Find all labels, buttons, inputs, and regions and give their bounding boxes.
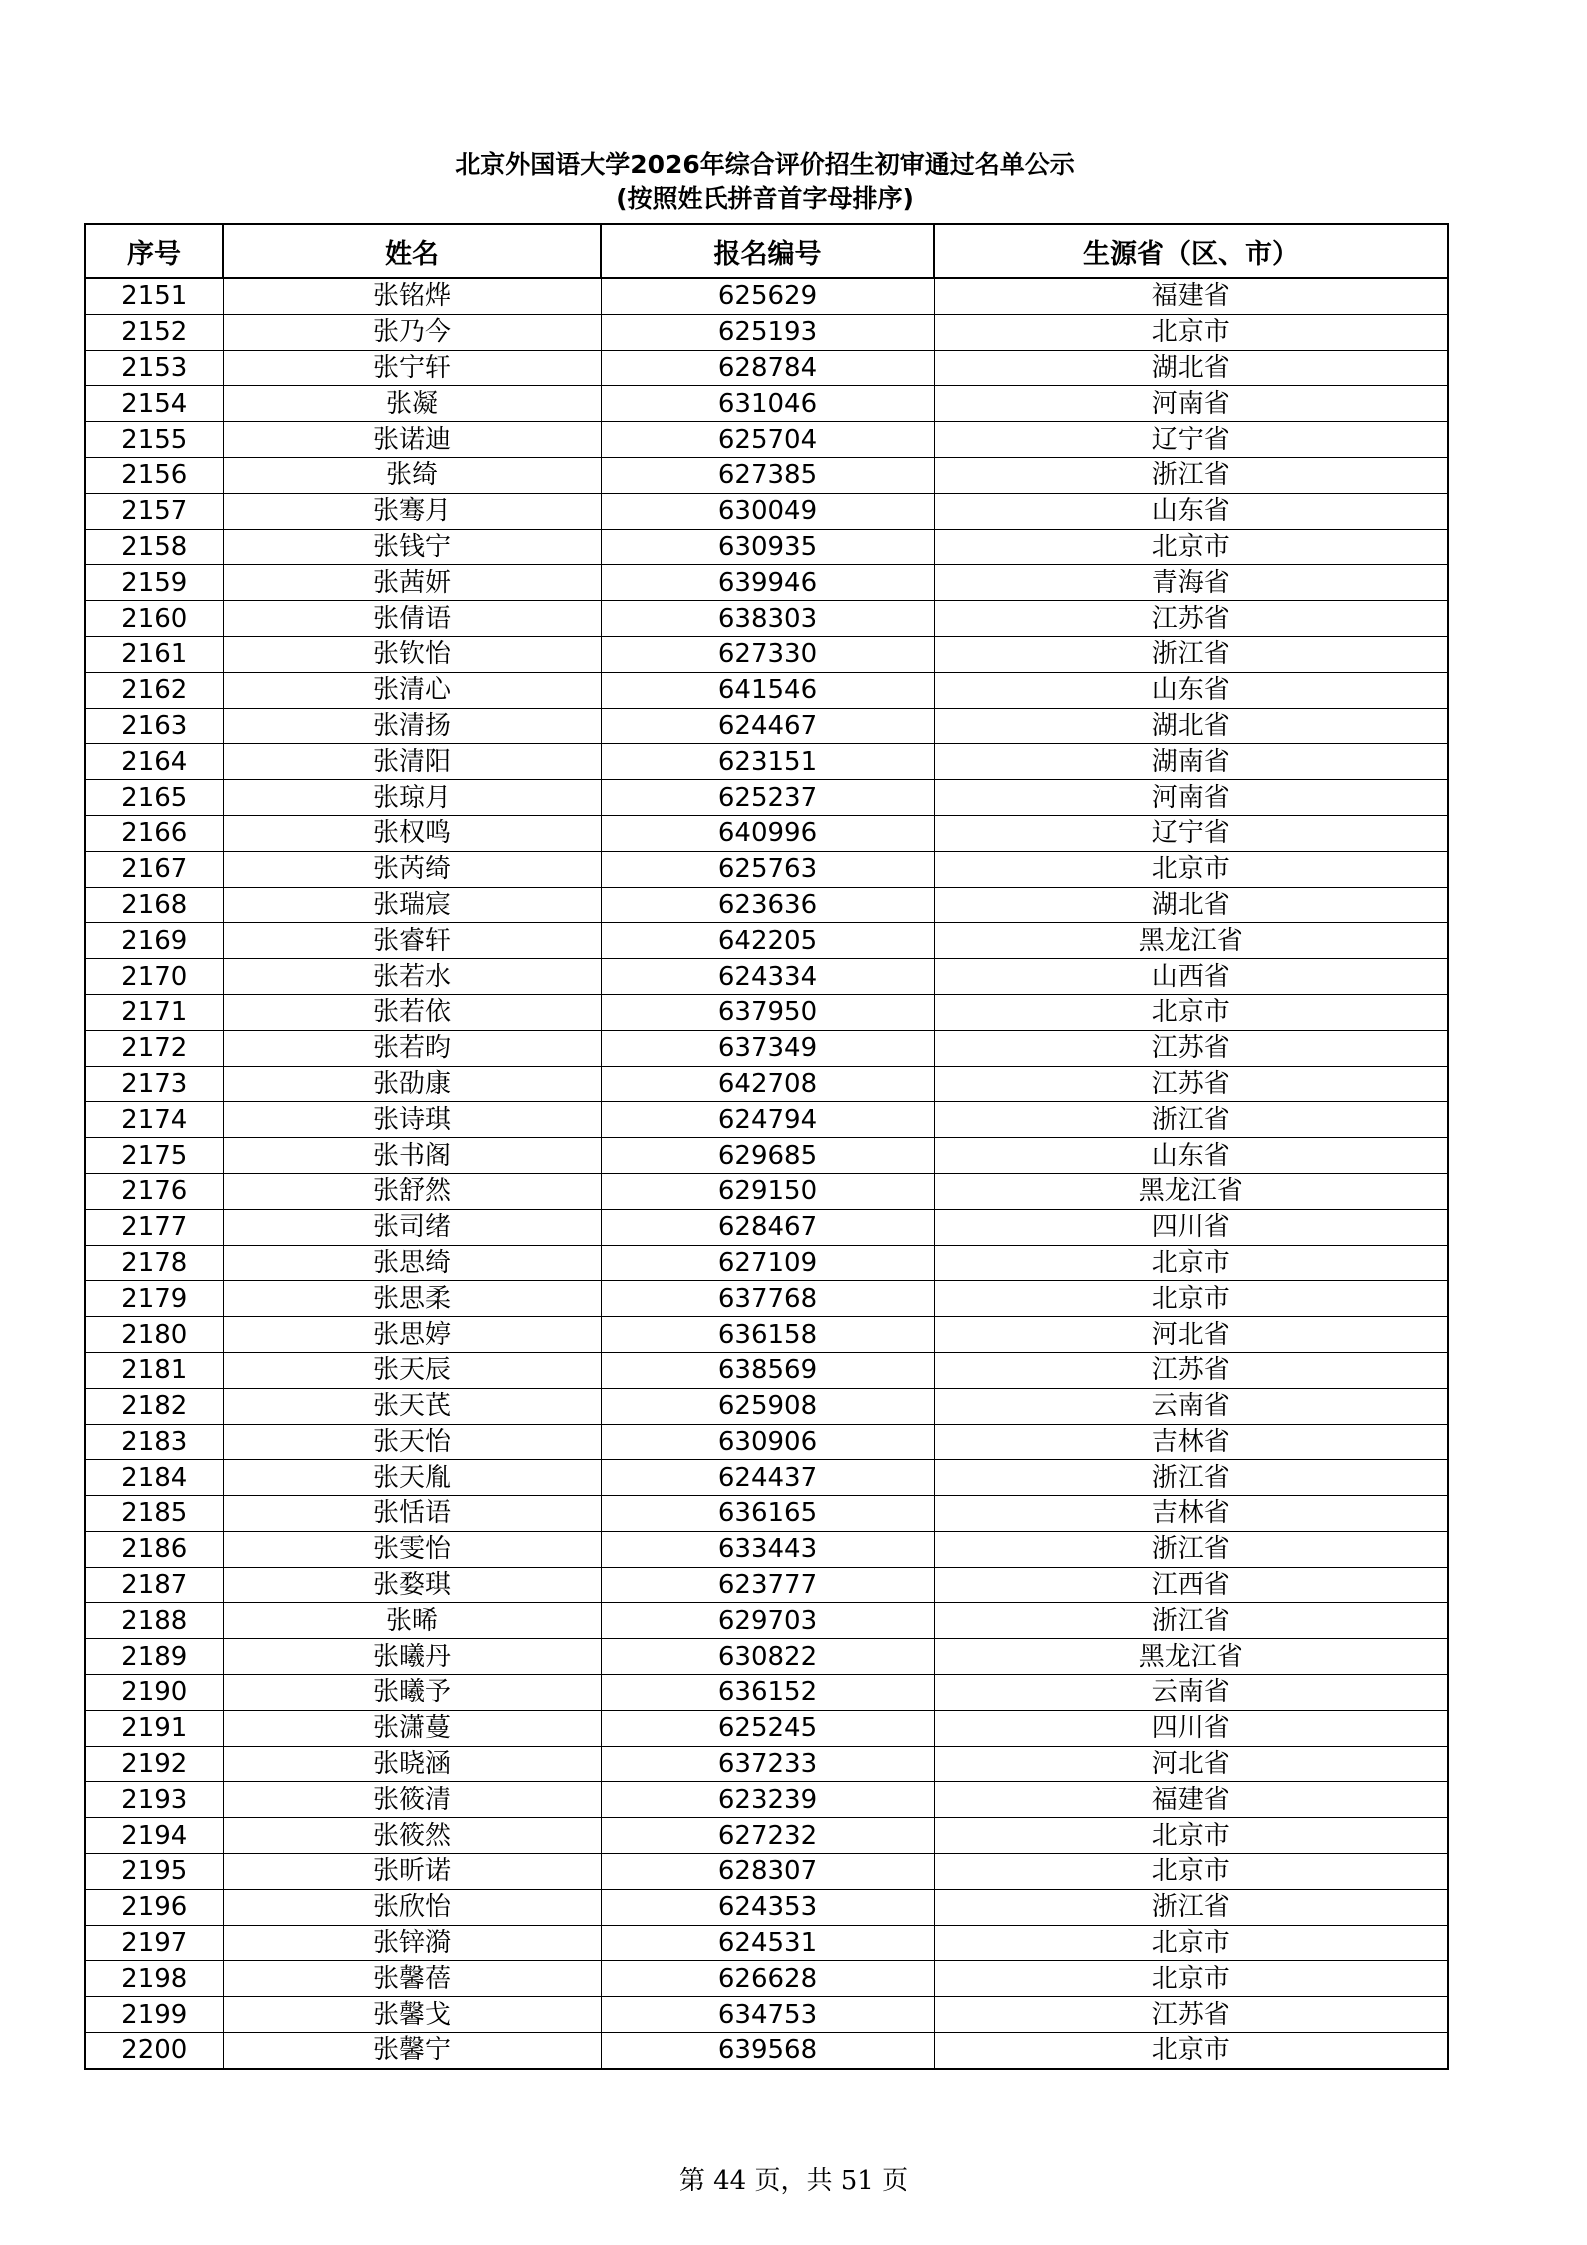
cell-serial: 2175 — [85, 1138, 223, 1174]
cell-name: 张晞 — [223, 1603, 601, 1639]
table-row — [85, 1889, 1448, 1925]
header-province: 生源省（区、市） — [934, 224, 1448, 278]
cell-serial: 2187 — [85, 1567, 223, 1603]
cell-name: 张馨蓓 — [223, 1961, 601, 1997]
cell-province: 浙江省 — [934, 457, 1448, 493]
cell-name: 张思柔 — [223, 1281, 601, 1317]
table-row — [85, 1424, 1448, 1460]
cell-serial: 2180 — [85, 1317, 223, 1353]
cell-serial: 2173 — [85, 1066, 223, 1102]
cell-serial: 2168 — [85, 887, 223, 923]
cell-registration-number: 624531 — [601, 1925, 934, 1961]
cell-name: 张欣怡 — [223, 1889, 601, 1925]
cell-serial: 2157 — [85, 493, 223, 529]
cell-name: 张锌漪 — [223, 1925, 601, 1961]
cell-province: 北京市 — [934, 1854, 1448, 1890]
cell-registration-number: 630906 — [601, 1424, 934, 1460]
cell-serial: 2170 — [85, 959, 223, 995]
table-row — [85, 708, 1448, 744]
cell-serial: 2194 — [85, 1818, 223, 1854]
cell-registration-number: 627385 — [601, 457, 934, 493]
table-row — [85, 1030, 1448, 1066]
cell-serial: 2152 — [85, 314, 223, 350]
table-row — [85, 601, 1448, 637]
cell-registration-number: 633443 — [601, 1531, 934, 1567]
table-row — [85, 744, 1448, 780]
cell-serial: 2193 — [85, 1782, 223, 1818]
cell-serial: 2161 — [85, 636, 223, 672]
cell-province: 北京市 — [934, 1245, 1448, 1281]
cell-name: 张潇蔓 — [223, 1710, 601, 1746]
cell-name: 张诺迪 — [223, 422, 601, 458]
table-row — [85, 994, 1448, 1030]
cell-name: 张恬语 — [223, 1496, 601, 1532]
cell-serial: 2199 — [85, 1997, 223, 2033]
table-row — [85, 278, 1448, 314]
cell-registration-number: 630822 — [601, 1639, 934, 1675]
cell-registration-number: 625245 — [601, 1710, 934, 1746]
cell-name: 张司绪 — [223, 1209, 601, 1245]
cell-province: 河北省 — [934, 1746, 1448, 1782]
cell-name: 张晓涵 — [223, 1746, 601, 1782]
cell-name: 张乃今 — [223, 314, 601, 350]
cell-name: 张钱宁 — [223, 529, 601, 565]
cell-registration-number: 628784 — [601, 350, 934, 386]
cell-province: 四川省 — [934, 1209, 1448, 1245]
cell-registration-number: 623636 — [601, 887, 934, 923]
cell-province: 北京市 — [934, 1281, 1448, 1317]
admission-list-table — [84, 223, 1449, 2070]
table-row — [85, 780, 1448, 816]
table-row — [85, 923, 1448, 959]
cell-province: 江苏省 — [934, 1997, 1448, 2033]
cell-registration-number: 637768 — [601, 1281, 934, 1317]
cell-name: 张若昀 — [223, 1030, 601, 1066]
cell-name: 张权鸣 — [223, 815, 601, 851]
cell-province: 浙江省 — [934, 636, 1448, 672]
cell-serial: 2192 — [85, 1746, 223, 1782]
cell-province: 北京市 — [934, 994, 1448, 1030]
cell-province: 浙江省 — [934, 1531, 1448, 1567]
cell-registration-number: 642205 — [601, 923, 934, 959]
cell-serial: 2162 — [85, 672, 223, 708]
table-row — [85, 1531, 1448, 1567]
cell-name: 张婺琪 — [223, 1567, 601, 1603]
table-row — [85, 636, 1448, 672]
cell-name: 张思婷 — [223, 1317, 601, 1353]
cell-registration-number: 640996 — [601, 815, 934, 851]
cell-name: 张天胤 — [223, 1460, 601, 1496]
cell-registration-number: 636152 — [601, 1675, 934, 1711]
table-row — [85, 1782, 1448, 1818]
cell-serial: 2200 — [85, 2033, 223, 2069]
table-row — [85, 350, 1448, 386]
table-row — [85, 1997, 1448, 2033]
cell-name: 张清扬 — [223, 708, 601, 744]
table-row — [85, 1388, 1448, 1424]
cell-registration-number: 628307 — [601, 1854, 934, 1890]
cell-registration-number: 623151 — [601, 744, 934, 780]
cell-serial: 2151 — [85, 278, 223, 314]
cell-serial: 2159 — [85, 565, 223, 601]
cell-registration-number: 623239 — [601, 1782, 934, 1818]
cell-province: 福建省 — [934, 278, 1448, 314]
cell-registration-number: 639568 — [601, 2033, 934, 2069]
table-row — [85, 887, 1448, 923]
cell-name: 张馨戈 — [223, 1997, 601, 2033]
cell-province: 浙江省 — [934, 1102, 1448, 1138]
cell-province: 黑龙江省 — [934, 1639, 1448, 1675]
cell-province: 江苏省 — [934, 1030, 1448, 1066]
cell-province: 云南省 — [934, 1388, 1448, 1424]
header-name: 姓名 — [223, 224, 601, 278]
cell-province: 江苏省 — [934, 1066, 1448, 1102]
cell-province: 北京市 — [934, 2033, 1448, 2069]
table-row — [85, 1317, 1448, 1353]
cell-name: 张芮绮 — [223, 851, 601, 887]
cell-serial: 2183 — [85, 1424, 223, 1460]
cell-name: 张铭烨 — [223, 278, 601, 314]
cell-name: 张宁轩 — [223, 350, 601, 386]
cell-province: 山东省 — [934, 672, 1448, 708]
cell-name: 张昕诺 — [223, 1854, 601, 1890]
cell-name: 张睿轩 — [223, 923, 601, 959]
cell-registration-number: 637950 — [601, 994, 934, 1030]
cell-serial: 2182 — [85, 1388, 223, 1424]
footer-page-number: 44 — [713, 2166, 747, 2196]
table-row — [85, 1818, 1448, 1854]
table-row — [85, 851, 1448, 887]
cell-serial: 2195 — [85, 1854, 223, 1890]
table-row — [85, 422, 1448, 458]
cell-name: 张舒然 — [223, 1173, 601, 1209]
table-row — [85, 1961, 1448, 1997]
cell-registration-number: 625763 — [601, 851, 934, 887]
cell-registration-number: 637349 — [601, 1030, 934, 1066]
cell-serial: 2177 — [85, 1209, 223, 1245]
table-row — [85, 1281, 1448, 1317]
table-header-row — [85, 224, 1448, 278]
cell-registration-number: 638303 — [601, 601, 934, 637]
cell-registration-number: 625193 — [601, 314, 934, 350]
cell-serial: 2154 — [85, 386, 223, 422]
cell-serial: 2178 — [85, 1245, 223, 1281]
cell-province: 北京市 — [934, 314, 1448, 350]
cell-registration-number: 624794 — [601, 1102, 934, 1138]
footer-prefix: 第 — [678, 2166, 705, 2196]
table-row — [85, 493, 1448, 529]
cell-registration-number: 623777 — [601, 1567, 934, 1603]
table-row — [85, 959, 1448, 995]
cell-serial: 2190 — [85, 1675, 223, 1711]
cell-province: 北京市 — [934, 529, 1448, 565]
cell-name: 张馨宁 — [223, 2033, 601, 2069]
table-row — [85, 1603, 1448, 1639]
cell-province: 辽宁省 — [934, 422, 1448, 458]
table-row — [85, 1173, 1448, 1209]
cell-name: 张筱然 — [223, 1818, 601, 1854]
cell-name: 张若水 — [223, 959, 601, 995]
table-body — [85, 278, 1448, 2069]
cell-registration-number: 641546 — [601, 672, 934, 708]
cell-name: 张天怡 — [223, 1424, 601, 1460]
cell-serial: 2174 — [85, 1102, 223, 1138]
cell-province: 黑龙江省 — [934, 923, 1448, 959]
cell-registration-number: 630935 — [601, 529, 934, 565]
cell-province: 辽宁省 — [934, 815, 1448, 851]
cell-serial: 2166 — [85, 815, 223, 851]
cell-serial: 2197 — [85, 1925, 223, 1961]
cell-province: 山西省 — [934, 959, 1448, 995]
cell-province: 浙江省 — [934, 1603, 1448, 1639]
cell-province: 北京市 — [934, 851, 1448, 887]
cell-name: 张筱清 — [223, 1782, 601, 1818]
cell-registration-number: 642708 — [601, 1066, 934, 1102]
cell-registration-number: 636158 — [601, 1317, 934, 1353]
cell-registration-number: 625908 — [601, 1388, 934, 1424]
cell-name: 张凝 — [223, 386, 601, 422]
cell-serial: 2169 — [85, 923, 223, 959]
table-row — [85, 1102, 1448, 1138]
document-title: 北京外国语大学2026年综合评价招生初审通过名单公示 — [455, 150, 1075, 179]
cell-province: 湖北省 — [934, 708, 1448, 744]
cell-name: 张茜妍 — [223, 565, 601, 601]
cell-serial: 2184 — [85, 1460, 223, 1496]
cell-name: 张倩语 — [223, 601, 601, 637]
page-footer — [0, 2160, 1587, 2197]
table-row — [85, 1675, 1448, 1711]
cell-province: 山东省 — [934, 493, 1448, 529]
cell-registration-number: 637233 — [601, 1746, 934, 1782]
cell-serial: 2188 — [85, 1603, 223, 1639]
cell-serial: 2186 — [85, 1531, 223, 1567]
cell-province: 河北省 — [934, 1317, 1448, 1353]
cell-name: 张曦丹 — [223, 1639, 601, 1675]
cell-serial: 2176 — [85, 1173, 223, 1209]
cell-serial: 2164 — [85, 744, 223, 780]
table-row — [85, 1925, 1448, 1961]
cell-registration-number: 639946 — [601, 565, 934, 601]
cell-serial: 2163 — [85, 708, 223, 744]
table-row — [85, 1710, 1448, 1746]
cell-name: 张思绮 — [223, 1245, 601, 1281]
table-row — [85, 1639, 1448, 1675]
cell-province: 北京市 — [934, 1818, 1448, 1854]
cell-province: 北京市 — [934, 1925, 1448, 1961]
table-row — [85, 1746, 1448, 1782]
cell-province: 河南省 — [934, 780, 1448, 816]
cell-serial: 2165 — [85, 780, 223, 816]
cell-province: 湖北省 — [934, 887, 1448, 923]
cell-serial: 2153 — [85, 350, 223, 386]
cell-province: 山东省 — [934, 1138, 1448, 1174]
cell-registration-number: 624334 — [601, 959, 934, 995]
cell-name: 张清心 — [223, 672, 601, 708]
cell-province: 河南省 — [934, 386, 1448, 422]
cell-serial: 2198 — [85, 1961, 223, 1997]
cell-serial: 2196 — [85, 1889, 223, 1925]
table-row — [85, 1460, 1448, 1496]
cell-registration-number: 625629 — [601, 278, 934, 314]
cell-registration-number: 631046 — [601, 386, 934, 422]
cell-serial: 2160 — [85, 601, 223, 637]
cell-registration-number: 627232 — [601, 1818, 934, 1854]
cell-province: 福建省 — [934, 1782, 1448, 1818]
cell-name: 张钦怡 — [223, 636, 601, 672]
cell-serial: 2156 — [85, 457, 223, 493]
footer-total-pages: 51 — [840, 2166, 874, 2196]
cell-registration-number: 629703 — [601, 1603, 934, 1639]
cell-name: 张瑞宸 — [223, 887, 601, 923]
cell-serial: 2185 — [85, 1496, 223, 1532]
cell-serial: 2179 — [85, 1281, 223, 1317]
cell-province: 浙江省 — [934, 1889, 1448, 1925]
document-subtitle: (按照姓氏拼音首字母排序) — [616, 184, 914, 213]
table-row — [85, 1066, 1448, 1102]
cell-province: 北京市 — [934, 1961, 1448, 1997]
cell-province: 湖南省 — [934, 744, 1448, 780]
cell-name: 张雯怡 — [223, 1531, 601, 1567]
cell-province: 江西省 — [934, 1567, 1448, 1603]
cell-province: 黑龙江省 — [934, 1173, 1448, 1209]
table-row — [85, 2033, 1448, 2069]
cell-serial: 2167 — [85, 851, 223, 887]
cell-province: 江苏省 — [934, 601, 1448, 637]
footer-mid: 页，共 — [754, 2166, 833, 2196]
cell-name: 张骞月 — [223, 493, 601, 529]
cell-name: 张天芪 — [223, 1388, 601, 1424]
table-row — [85, 1496, 1448, 1532]
table-row — [85, 565, 1448, 601]
cell-name: 张天辰 — [223, 1352, 601, 1388]
cell-serial: 2181 — [85, 1352, 223, 1388]
cell-registration-number: 625704 — [601, 422, 934, 458]
cell-registration-number: 638569 — [601, 1352, 934, 1388]
cell-registration-number: 636165 — [601, 1496, 934, 1532]
cell-province: 吉林省 — [934, 1496, 1448, 1532]
table-row — [85, 1567, 1448, 1603]
table-row — [85, 672, 1448, 708]
footer-suffix: 页 — [882, 2166, 909, 2196]
cell-registration-number: 627109 — [601, 1245, 934, 1281]
cell-registration-number: 624467 — [601, 708, 934, 744]
table-row — [85, 815, 1448, 851]
table-row — [85, 1209, 1448, 1245]
cell-name: 张琼月 — [223, 780, 601, 816]
cell-registration-number: 627330 — [601, 636, 934, 672]
cell-serial: 2189 — [85, 1639, 223, 1675]
cell-province: 吉林省 — [934, 1424, 1448, 1460]
cell-registration-number: 628467 — [601, 1209, 934, 1245]
cell-registration-number: 624353 — [601, 1889, 934, 1925]
cell-registration-number: 629150 — [601, 1173, 934, 1209]
table-row — [85, 1854, 1448, 1890]
cell-serial: 2172 — [85, 1030, 223, 1066]
cell-province: 江苏省 — [934, 1352, 1448, 1388]
cell-province: 浙江省 — [934, 1460, 1448, 1496]
table-row — [85, 386, 1448, 422]
cell-registration-number: 634753 — [601, 1997, 934, 2033]
table-row — [85, 1352, 1448, 1388]
cell-serial: 2191 — [85, 1710, 223, 1746]
cell-registration-number: 626628 — [601, 1961, 934, 1997]
cell-name: 张若依 — [223, 994, 601, 1030]
cell-serial: 2155 — [85, 422, 223, 458]
header-serial: 序号 — [85, 224, 223, 278]
cell-registration-number: 630049 — [601, 493, 934, 529]
cell-serial: 2171 — [85, 994, 223, 1030]
cell-serial: 2158 — [85, 529, 223, 565]
table-row — [85, 457, 1448, 493]
cell-name: 张劭康 — [223, 1066, 601, 1102]
table-row — [85, 1245, 1448, 1281]
table-row — [85, 529, 1448, 565]
cell-name: 张诗琪 — [223, 1102, 601, 1138]
cell-province: 四川省 — [934, 1710, 1448, 1746]
cell-registration-number: 629685 — [601, 1138, 934, 1174]
table-row — [85, 1138, 1448, 1174]
cell-name: 张书阁 — [223, 1138, 601, 1174]
table-row — [85, 314, 1448, 350]
header-registration-number: 报名编号 — [601, 224, 934, 278]
cell-registration-number: 624437 — [601, 1460, 934, 1496]
cell-registration-number: 625237 — [601, 780, 934, 816]
cell-province: 云南省 — [934, 1675, 1448, 1711]
cell-name: 张绮 — [223, 457, 601, 493]
cell-province: 青海省 — [934, 565, 1448, 601]
cell-province: 湖北省 — [934, 350, 1448, 386]
cell-name: 张曦予 — [223, 1675, 601, 1711]
cell-name: 张清阳 — [223, 744, 601, 780]
